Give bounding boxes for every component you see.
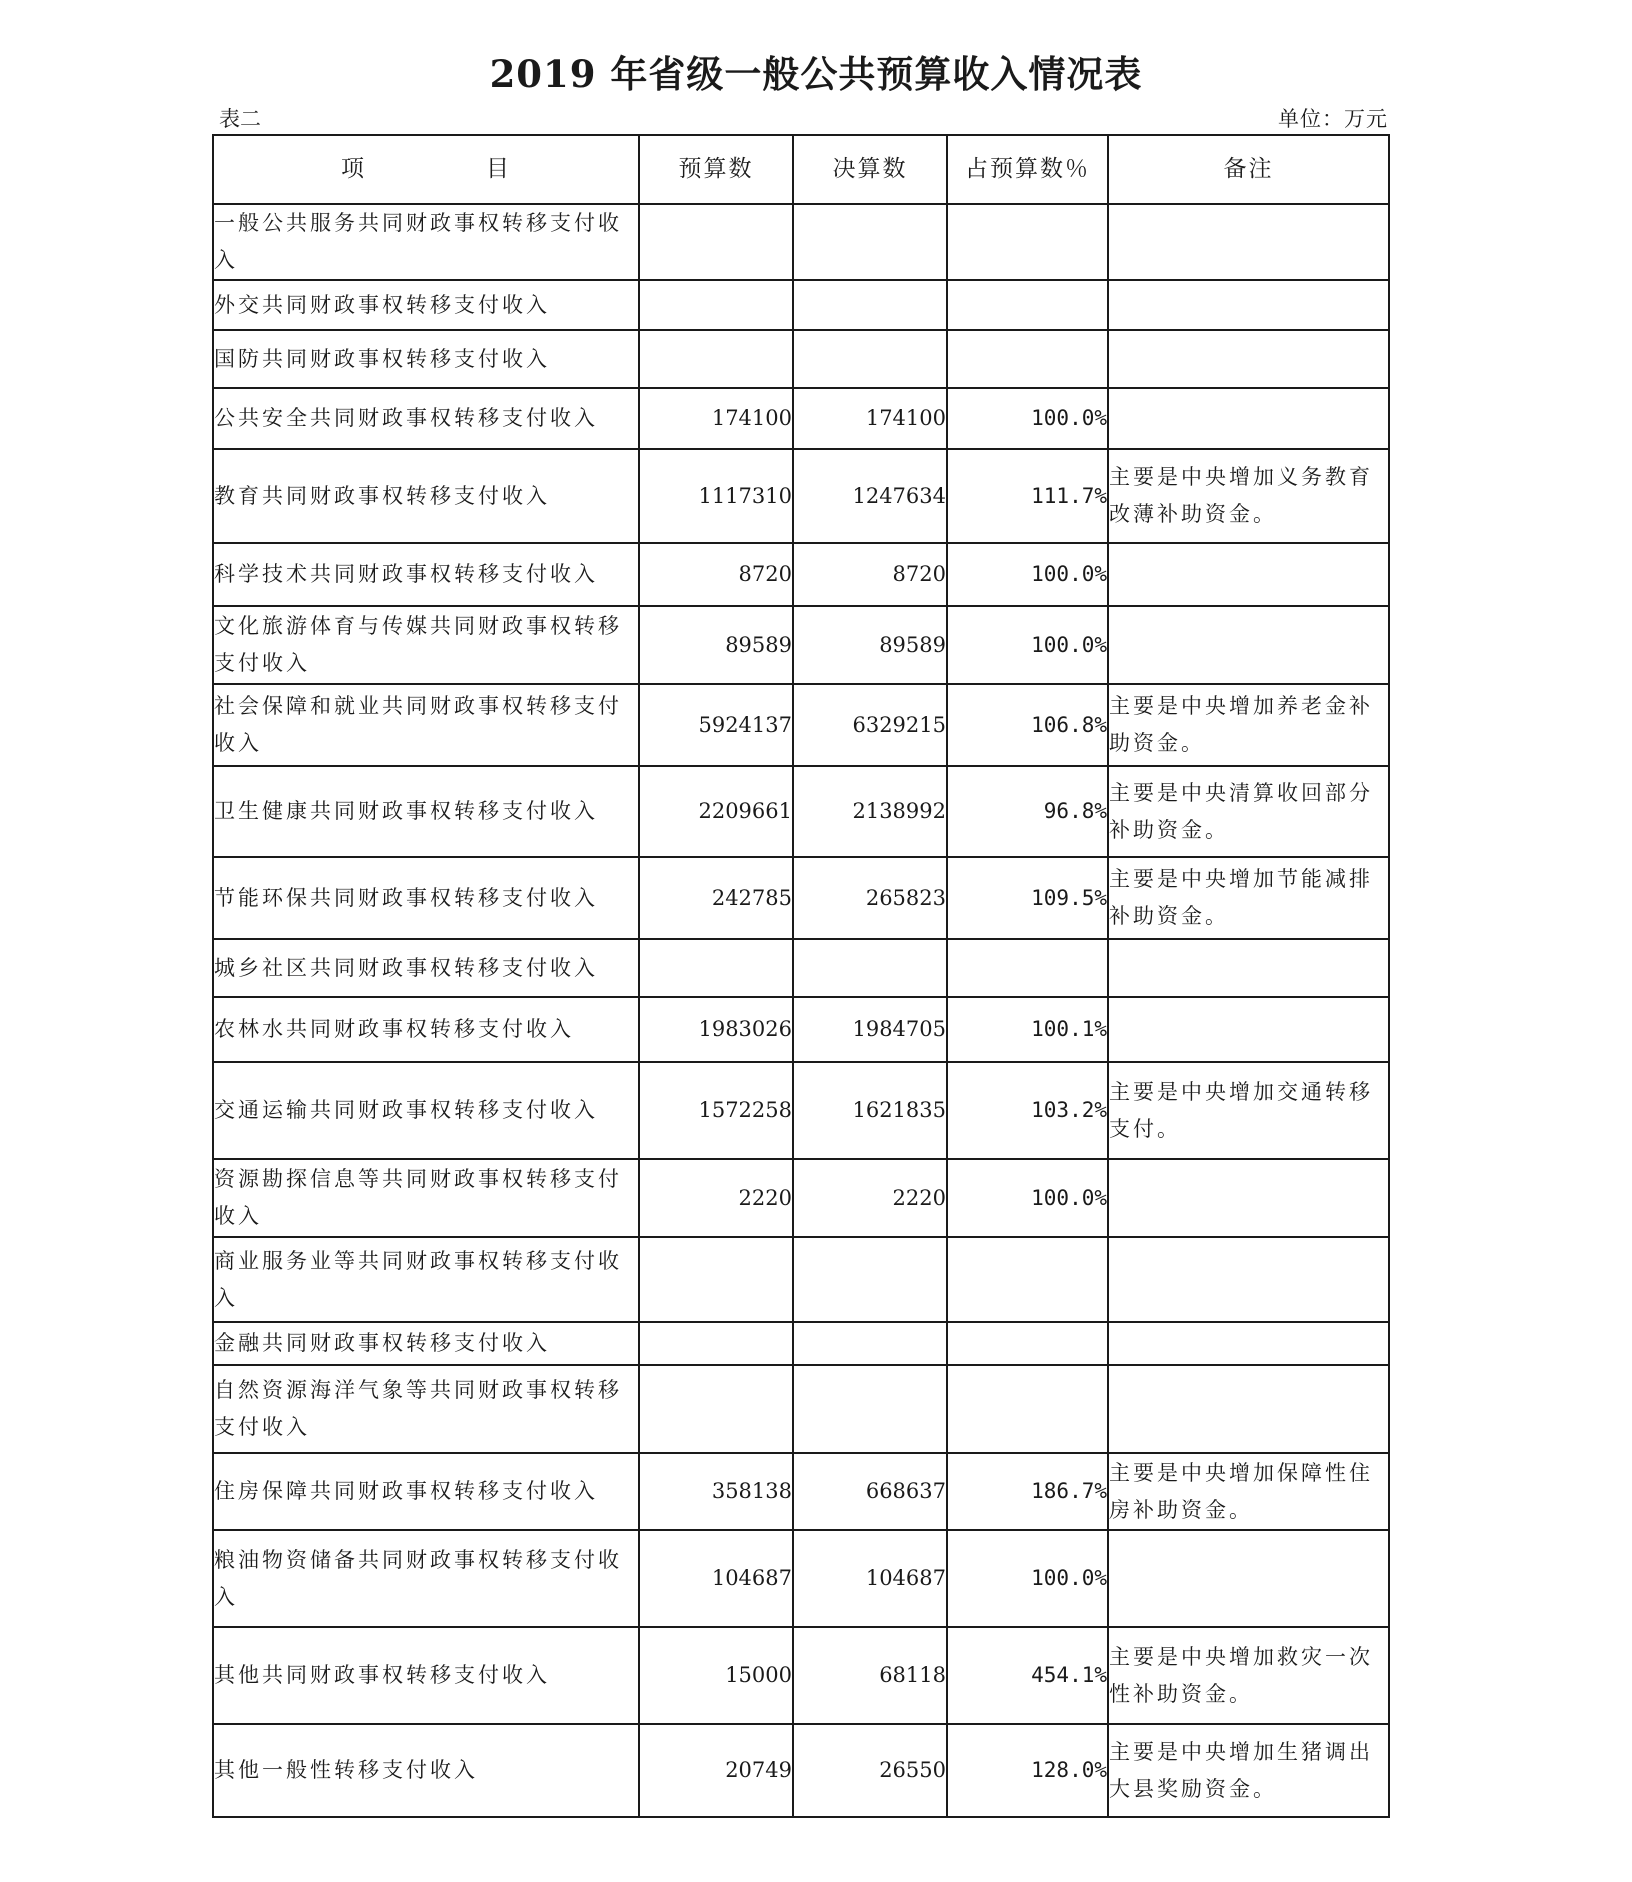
row-final-cell: 1984705 [793,997,947,1062]
table-row [213,997,1389,1062]
row-ratio-cell [947,330,1108,388]
row-item-cell: 城乡社区共同财政事权转移支付收入 [213,939,639,997]
unit-label: 单位：万元 [1278,107,1388,131]
row-final-cell [793,1237,947,1322]
table-body [213,204,1389,1817]
row-item-cell: 其他一般性转移支付收入 [213,1724,639,1817]
row-note-cell [1108,330,1389,388]
table-row [213,1365,1389,1453]
row-item-cell: 其他共同财政事权转移支付收入 [213,1627,639,1724]
row-note-cell [1108,1237,1389,1322]
header-item-label-1: 项 [341,156,366,182]
row-budget-cell: 2220 [639,1159,793,1237]
row-note-cell: 主要是中央增加养老金补助资金。 [1108,684,1389,766]
row-budget-cell [639,1322,793,1365]
row-ratio-cell [947,280,1108,330]
row-note-cell: 主要是中央增加生猪调出大县奖励资金。 [1108,1724,1389,1817]
row-ratio-cell: 100.0% [947,1530,1108,1627]
row-item-cell: 文化旅游体育与传媒共同财政事权转移支付收入 [213,606,639,684]
row-budget-cell [639,1365,793,1453]
row-item-cell: 社会保障和就业共同财政事权转移支付收入 [213,684,639,766]
row-item-cell: 粮油物资储备共同财政事权转移支付收入 [213,1530,639,1627]
row-note-cell [1108,388,1389,449]
row-ratio-cell: 100.0% [947,543,1108,606]
row-budget-cell: 1983026 [639,997,793,1062]
row-note-cell [1108,939,1389,997]
budget-table [212,134,1390,1818]
row-item-cell: 公共安全共同财政事权转移支付收入 [213,388,639,449]
table-row [213,1724,1389,1817]
row-note-cell [1108,543,1389,606]
row-ratio-cell: 100.0% [947,606,1108,684]
row-final-cell: 174100 [793,388,947,449]
row-note-cell [1108,1530,1389,1627]
table-row [213,449,1389,543]
row-final-cell [793,1365,947,1453]
table-row [213,606,1389,684]
row-final-cell: 104687 [793,1530,947,1627]
row-budget-cell: 15000 [639,1627,793,1724]
row-note-cell: 主要是中央增加保障性住房补助资金。 [1108,1453,1389,1530]
row-item-cell: 资源勘探信息等共同财政事权转移支付收入 [213,1159,639,1237]
row-budget-cell: 242785 [639,857,793,939]
row-item-cell: 金融共同财政事权转移支付收入 [213,1322,639,1365]
row-ratio-cell: 186.7% [947,1453,1108,1530]
row-note-cell [1108,204,1389,280]
table-row [213,939,1389,997]
table-row [213,543,1389,606]
row-budget-cell [639,939,793,997]
row-ratio-cell: 96.8% [947,766,1108,857]
row-ratio-cell [947,1322,1108,1365]
row-note-cell [1108,1159,1389,1237]
row-note-cell [1108,1365,1389,1453]
table-row [213,388,1389,449]
row-budget-cell [639,280,793,330]
row-final-cell [793,939,947,997]
row-item-cell: 一般公共服务共同财政事权转移支付收入 [213,204,639,280]
header-final: 决算数 [793,135,947,204]
row-ratio-cell: 100.0% [947,1159,1108,1237]
row-note-cell [1108,1322,1389,1365]
row-final-cell: 6329215 [793,684,947,766]
row-final-cell: 89589 [793,606,947,684]
row-final-cell: 1621835 [793,1062,947,1159]
row-budget-cell [639,204,793,280]
table-row [213,857,1389,939]
row-ratio-cell: 100.1% [947,997,1108,1062]
header-item [213,135,639,204]
row-note-cell [1108,280,1389,330]
row-ratio-cell: 109.5% [947,857,1108,939]
table-row [213,1530,1389,1627]
row-budget-cell: 1117310 [639,449,793,543]
row-budget-cell: 104687 [639,1530,793,1627]
row-final-cell: 8720 [793,543,947,606]
row-item-cell: 节能环保共同财政事权转移支付收入 [213,857,639,939]
row-ratio-cell: 106.8% [947,684,1108,766]
table-row [213,684,1389,766]
row-final-cell: 265823 [793,857,947,939]
row-final-cell [793,280,947,330]
row-final-cell [793,204,947,280]
header-item-label-2: 目 [486,156,511,182]
row-ratio-cell: 111.7% [947,449,1108,543]
row-final-cell: 668637 [793,1453,947,1530]
row-ratio-cell [947,204,1108,280]
header-budget: 预算数 [639,135,793,204]
row-note-cell: 主要是中央清算收回部分补助资金。 [1108,766,1389,857]
row-note-cell [1108,606,1389,684]
row-budget-cell: 2209661 [639,766,793,857]
table-header-row [213,135,1389,204]
table-row [213,766,1389,857]
row-ratio-cell [947,939,1108,997]
row-note-cell: 主要是中央增加节能减排补助资金。 [1108,857,1389,939]
row-budget-cell [639,1237,793,1322]
table-row [213,280,1389,330]
table-number-label: 表二 [219,107,261,131]
row-budget-cell: 5924137 [639,684,793,766]
row-budget-cell: 8720 [639,543,793,606]
row-budget-cell: 20749 [639,1724,793,1817]
row-final-cell [793,1322,947,1365]
row-item-cell: 卫生健康共同财政事权转移支付收入 [213,766,639,857]
row-ratio-cell: 103.2% [947,1062,1108,1159]
row-budget-cell: 358138 [639,1453,793,1530]
row-note-cell: 主要是中央增加义务教育改薄补助资金。 [1108,449,1389,543]
row-ratio-cell [947,1237,1108,1322]
row-note-cell: 主要是中央增加救灾一次性补助资金。 [1108,1627,1389,1724]
row-item-cell: 农林水共同财政事权转移支付收入 [213,997,639,1062]
header-note: 备注 [1108,135,1389,204]
row-note-cell: 主要是中央增加交通转移支付。 [1108,1062,1389,1159]
row-final-cell: 2220 [793,1159,947,1237]
row-final-cell: 68118 [793,1627,947,1724]
table-row [213,1322,1389,1365]
row-item-cell: 交通运输共同财政事权转移支付收入 [213,1062,639,1159]
row-budget-cell: 89589 [639,606,793,684]
table-row [213,1159,1389,1237]
row-ratio-cell [947,1365,1108,1453]
row-budget-cell [639,330,793,388]
row-item-cell: 外交共同财政事权转移支付收入 [213,280,639,330]
row-item-cell: 科学技术共同财政事权转移支付收入 [213,543,639,606]
table-row [213,330,1389,388]
table-row [213,1453,1389,1530]
row-note-cell [1108,997,1389,1062]
row-final-cell: 26550 [793,1724,947,1817]
page-title: 2019 年省级一般公共预算收入情况表 [489,52,1143,96]
row-ratio-cell: 100.0% [947,388,1108,449]
row-final-cell: 1247634 [793,449,947,543]
header-ratio: 占预算数％ [947,135,1108,204]
row-ratio-cell: 128.0% [947,1724,1108,1817]
row-final-cell: 2138992 [793,766,947,857]
row-item-cell: 商业服务业等共同财政事权转移支付收入 [213,1237,639,1322]
row-budget-cell: 174100 [639,388,793,449]
row-final-cell [793,330,947,388]
row-item-cell: 国防共同财政事权转移支付收入 [213,330,639,388]
row-budget-cell: 1572258 [639,1062,793,1159]
row-item-cell: 自然资源海洋气象等共同财政事权转移支付收入 [213,1365,639,1453]
table-row [213,1237,1389,1322]
row-item-cell: 教育共同财政事权转移支付收入 [213,449,639,543]
table-row [213,204,1389,280]
table-row [213,1627,1389,1724]
row-item-cell: 住房保障共同财政事权转移支付收入 [213,1453,639,1530]
table-row [213,1062,1389,1159]
row-ratio-cell: 454.1% [947,1627,1108,1724]
